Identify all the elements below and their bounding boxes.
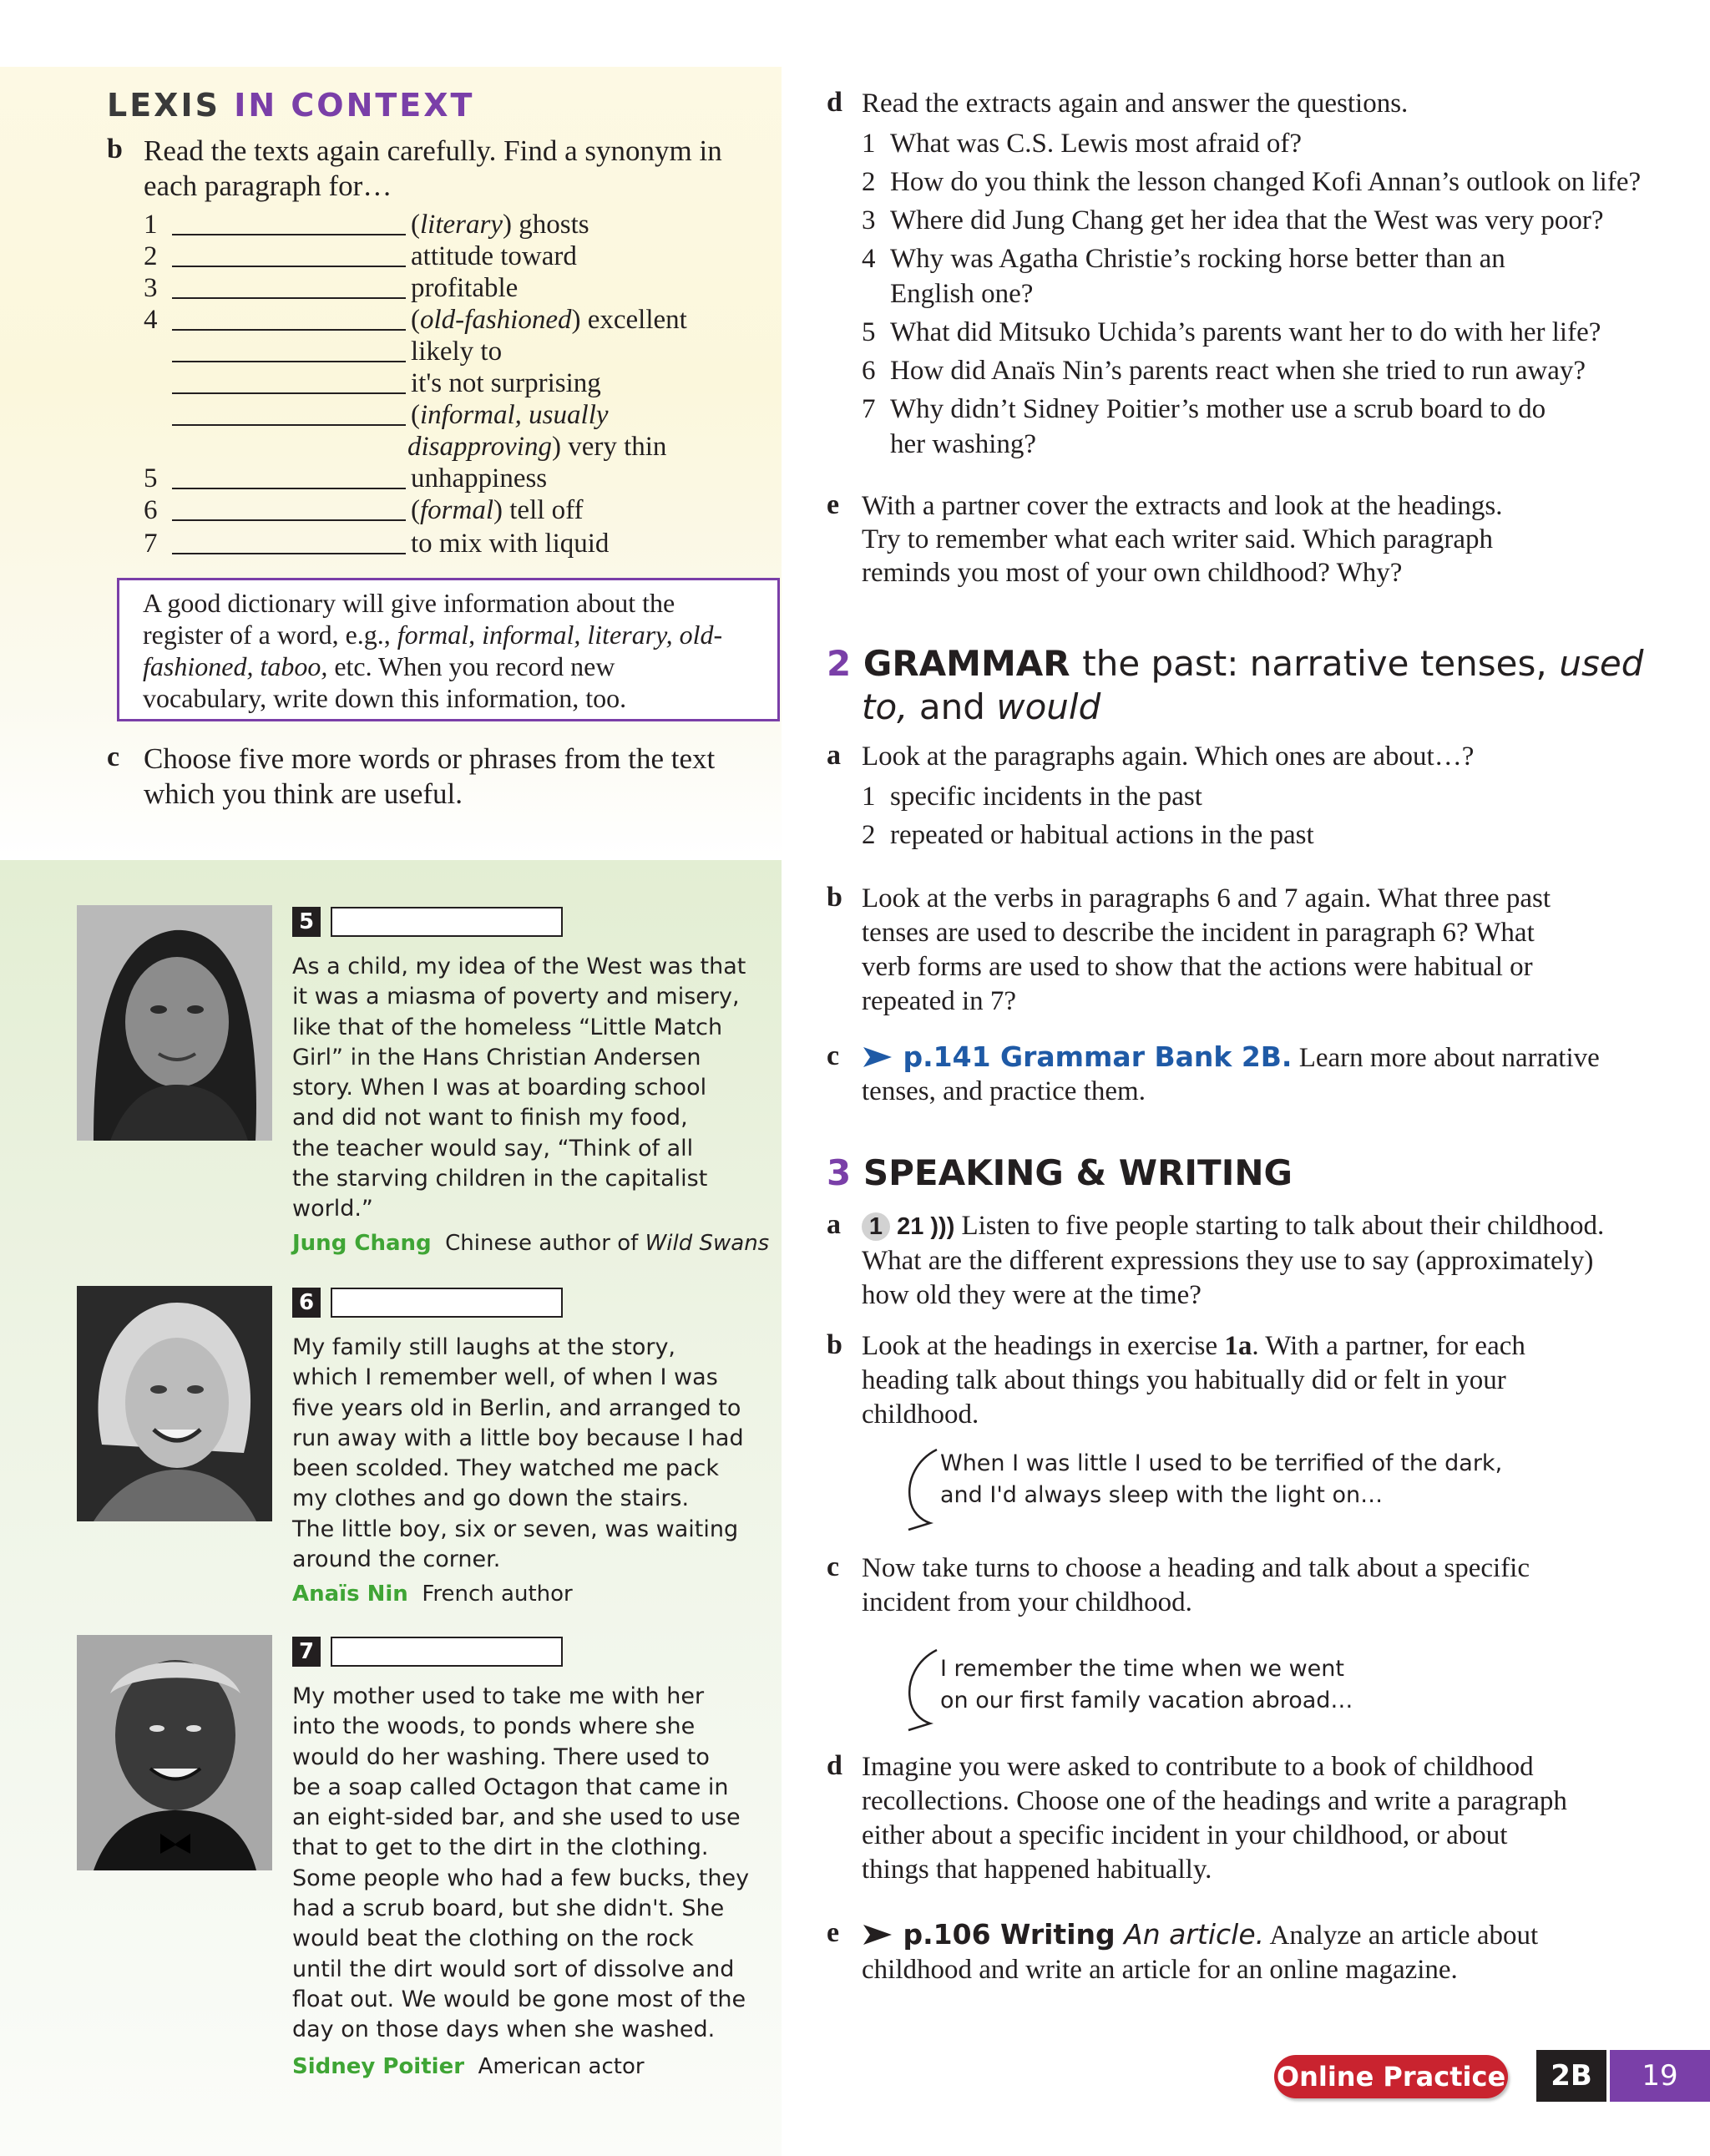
synonym-number: 4: [144, 305, 158, 335]
unit-label: 2B: [1536, 2050, 1606, 2102]
synonym-number: 5: [144, 463, 158, 493]
author-sidney-poitier: Sidney Poitier American actor: [292, 2054, 645, 2079]
synonym-item: [144, 463, 778, 494]
synonym-clue: (literary) ghosts: [411, 210, 589, 240]
exercise-letter-3e: e: [827, 1917, 840, 1948]
synonym-item: [144, 494, 778, 526]
answer-blank-line[interactable]: [172, 266, 406, 267]
answer-blank-line[interactable]: [172, 488, 406, 489]
synonym-clue: to mix with liquid: [411, 529, 610, 559]
exercise-letter-2a: a: [827, 740, 841, 771]
speech-bubble-bracket-icon: [902, 1647, 944, 1733]
quote-text-5: As a child, my idea of the West was that it was a miasma of poverty and misery, like that of the homeless “Little Match Girl” in the Hans Christian Andersen story. When I was at boarding school and did not want to finish my food, the teacher would say, “Think of all the starving children in the capitalist world.”: [292, 954, 746, 1222]
speech-bubble-2: I remember the time when we went on our first family vacation abroad…: [940, 1656, 1353, 1713]
exercise-letter-2b: b: [827, 882, 842, 913]
dictionary-tip-box: A good dictionary will give information about the register of a word, e.g., formal, informal, literary, old- fashioned, taboo, etc. When you record new vocabulary, write down this information, too.: [117, 578, 780, 721]
exercise-letter-3a: a: [827, 1209, 841, 1240]
synonym-item: [144, 240, 778, 272]
answer-blank-line[interactable]: [172, 424, 406, 426]
arrow-icon: [862, 1923, 893, 1946]
exercise-letter-e: e: [827, 489, 840, 520]
audio-icon: ))): [930, 1213, 955, 1240]
author-anais-nin: Anaïs Nin French author: [292, 1582, 573, 1607]
speaking-c-text: Now take turns to choose a heading and talk about a specific incident from your childhood.: [862, 1553, 1530, 1617]
synonym-item: [144, 336, 778, 367]
synonym-clue: (informal, usually: [411, 400, 609, 430]
synonym-number: 1: [144, 210, 158, 240]
paragraph-number-6: 6: [292, 1288, 321, 1318]
page-number: 19: [1610, 2050, 1710, 2102]
answer-blank-line[interactable]: [172, 297, 406, 299]
quote-text-7: My mother used to take me with her into the woods, to ponds where she would do her washing. There used to be a soap called Octagon that came in an eight-sided bar, and she used to use that to get to the dirt in the clothing. Some people who had a few bucks, they had a scrub board, but she didn't. She would beat the clothing on the rock until the dirt would sort of dissolve and float out. We would be gone most of the day on those days when she washed.: [292, 1683, 750, 2043]
synonym-item: [144, 431, 778, 463]
speaking-d-text: Imagine you were asked to contribute to a book of childhood recollections. Choose one of the headings and write a paragraph either about a specific incident in your childhood, or about things that happened habitually.: [862, 1752, 1567, 1885]
exercise-e-text: With a partner cover the extracts and look at the headings. Try to remember what each writer said. Which paragraph reminds you most of your own childhood? Why?: [862, 491, 1503, 588]
lexis-c-instructions: Choose five more words or phrases from the text which you think are useful.: [144, 742, 716, 810]
synonym-clue: (formal) tell off: [411, 495, 584, 525]
synonym-item: [144, 399, 778, 431]
synonym-item: [144, 209, 778, 240]
exercise-letter-2c: c: [827, 1040, 840, 1071]
answer-blank-line[interactable]: [172, 553, 406, 554]
author-jung-chang: Jung Chang Chinese author of Wild Swans: [292, 1231, 770, 1256]
audio-track-button[interactable]: 1 21 ))): [862, 1213, 961, 1240]
synonym-clue: attitude toward: [411, 241, 577, 271]
heading-answer-box-7[interactable]: [331, 1637, 563, 1667]
exercise-d-intro: Read the extracts again and answer the questions.: [862, 89, 1409, 119]
quote-text-6: My family still laughs at the story, which I remember well, of when I was five years old in Berlin, and arranged to run away with a little boy because I had been scolded. They watched me pack my clothes and go down the stairs. The little boy, six or seven, was waiting around the corner.: [292, 1334, 744, 1573]
speaking-b-text: Look at the headings in exercise 1a. With a partner, for each heading talk about things you habitually did or felt in your childhood.: [862, 1331, 1525, 1430]
photo-anais-nin: [77, 1286, 272, 1521]
synonym-clue: unhappiness: [411, 463, 548, 493]
exercise-letter-b: b: [107, 134, 123, 164]
grammar-b-text: Look at the verbs in paragraphs 6 and 7 again. What three past tenses are used to describe the incident in paragraph 6? What verb forms are used to show that the actions were habitual or repeated in 7?: [862, 883, 1551, 1016]
grammar-c-text: p.141 Grammar Bank 2B. Learn more about narrative tenses, and practice them.: [862, 1040, 1600, 1106]
exercise-letter-3c: c: [827, 1551, 840, 1582]
photo-sidney-poitier: [77, 1635, 272, 1870]
speaking-e-text: p.106 Writing An article. Analyze an article about childhood and write an article for an online magazine.: [862, 1918, 1539, 1985]
answer-blank-line[interactable]: [172, 519, 406, 521]
lexis-title: LEXIS IN CONTEXT: [107, 87, 475, 124]
speaking-a-text: 1 21 ))) Listen to five people starting to talk about their childhood. What are the different expressions they use to say (approximately) how old they were at the time?: [862, 1211, 1605, 1310]
synonym-clue: disapproving) very thin: [407, 432, 667, 462]
exercise-letter-c: c: [107, 741, 120, 772]
writing-bank-link[interactable]: p.106 Writing An article.: [862, 1918, 1264, 1951]
exercise-letter-3b: b: [827, 1329, 842, 1360]
answer-blank-line[interactable]: [172, 361, 406, 362]
lexis-b-instructions: Read the texts again carefully. Find a synonym in each paragraph for…: [144, 134, 722, 202]
arrow-icon: [862, 1045, 893, 1069]
synonym-item: [144, 528, 778, 559]
exercise-letter-3d: d: [827, 1750, 842, 1781]
answer-blank-line[interactable]: [172, 392, 406, 394]
online-practice-button[interactable]: Online Practice: [1274, 2055, 1508, 2098]
speaking-section-title: 3 SPEAKING & WRITING: [827, 1152, 1293, 1193]
synonym-item: [144, 272, 778, 304]
answer-blank-line[interactable]: [172, 329, 406, 331]
photo-jung-chang: [77, 905, 272, 1141]
paragraph-number-5: 5: [292, 907, 321, 937]
synonym-number: 3: [144, 273, 158, 303]
grammar-section-title: 2 GRAMMAR the past: narrative tenses, used: [827, 643, 1644, 684]
synonym-number: 2: [144, 241, 158, 271]
synonym-clue: profitable: [411, 273, 519, 303]
synonym-clue: (old-fashioned) excellent: [411, 305, 687, 335]
synonym-item: [144, 367, 778, 399]
speech-bubble-1: When I was little I used to be terrified of the dark, and I'd always sleep with the light on…: [940, 1450, 1503, 1508]
heading-answer-box-6[interactable]: [331, 1288, 563, 1318]
synonym-clue: it's not surprising: [411, 368, 601, 398]
paragraph-number-7: 7: [292, 1637, 321, 1667]
synonym-item: [144, 304, 778, 336]
speech-bubble-bracket-icon: [902, 1446, 944, 1533]
grammar-a-intro: Look at the paragraphs again. Which ones are about…?: [862, 741, 1475, 772]
heading-answer-box-5[interactable]: [331, 907, 563, 937]
grammar-section-subtitle: to, and would: [862, 686, 1101, 727]
synonym-number: 6: [144, 495, 158, 525]
synonym-clue: likely to: [411, 337, 503, 367]
answer-blank-line[interactable]: [172, 234, 406, 235]
synonym-number: 7: [144, 529, 158, 559]
grammar-bank-link[interactable]: p.141 Grammar Bank 2B.: [862, 1040, 1292, 1073]
exercise-letter-d: d: [827, 87, 842, 118]
